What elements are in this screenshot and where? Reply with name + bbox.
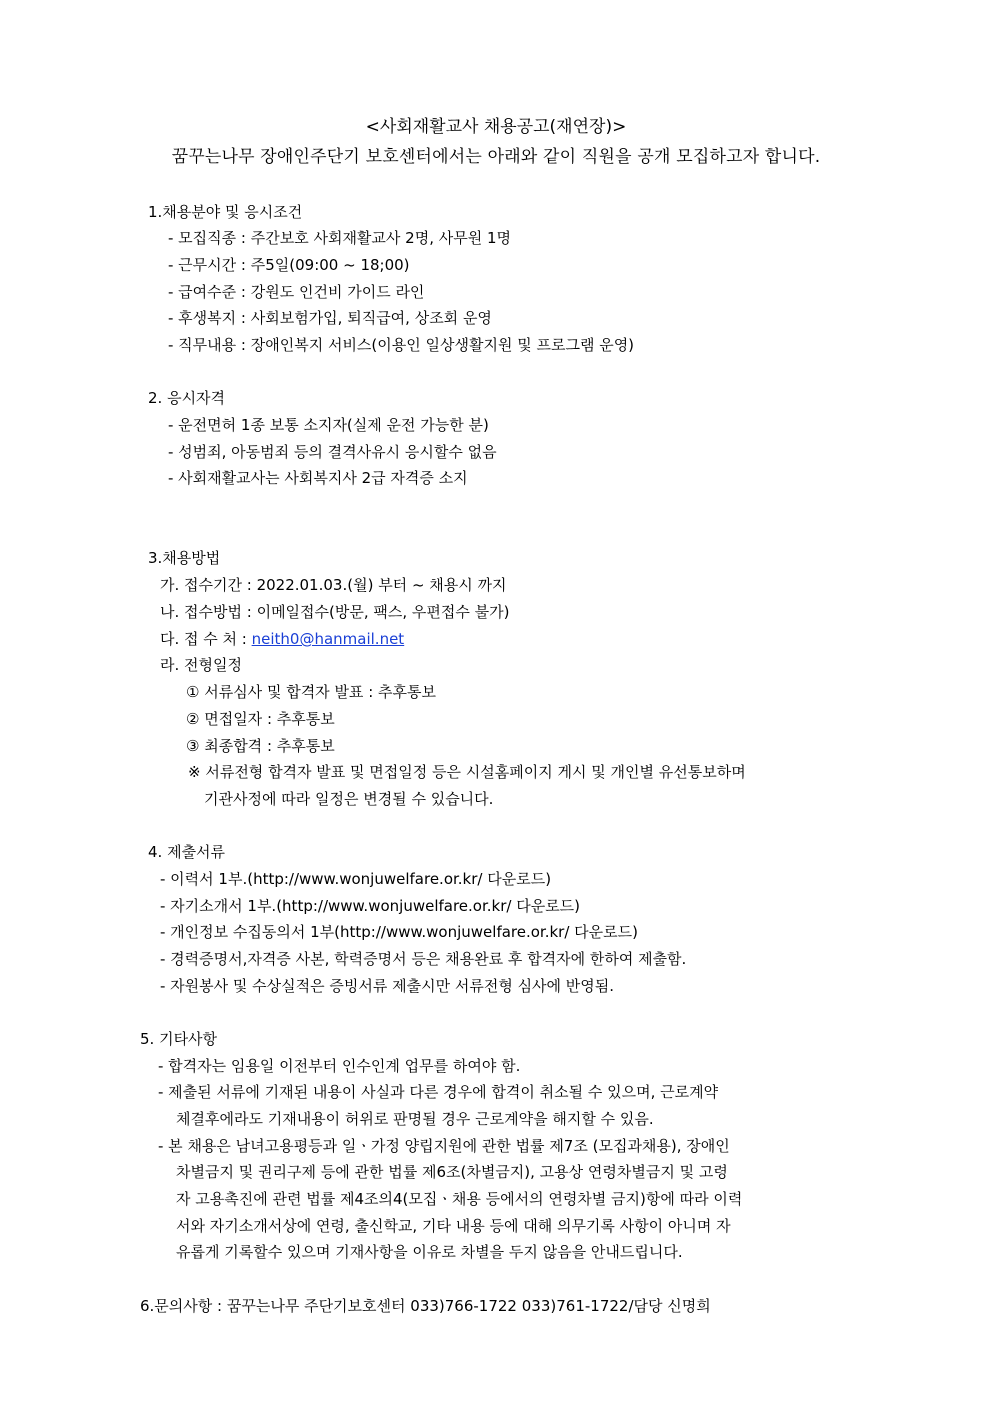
section5-line: 체결후에라도 기재내용이 허위로 판명될 경우 근로계약을 해지할 수 있음. bbox=[176, 1110, 654, 1128]
section5-line: 자 고용촉진에 관련 법률 제4조의4(모집ㆍ채용 등에서의 연령차별 금지)항에 따라 이력 bbox=[176, 1190, 743, 1208]
section4-item: - 경력증명서,자격증 사본, 학력증명서 등은 채용완료 후 합격자에 한하여 제출함. bbox=[160, 950, 687, 968]
section1-item: - 급여수준 : 강원도 인건비 가이드 라인 bbox=[168, 283, 425, 301]
application-period: 가. 접수기간 : 2022.01.03.(월) 부터 ~ 채용시 까지 bbox=[160, 576, 507, 594]
section1-item: - 모집직종 : 주간보호 사회재활교사 2명, 사무원 1명 bbox=[168, 229, 512, 247]
application-method: 나. 접수방법 : 이메일접수(방문, 팩스, 우편접수 불가) bbox=[160, 603, 510, 621]
section2-heading: 2. 응시자격 bbox=[148, 389, 226, 407]
section2-item: - 운전면허 1종 보통 소지자(실제 운전 가능한 분) bbox=[168, 416, 489, 434]
section5-line: 서와 자기소개서상에 연령, 출신학교, 기타 내용 등에 대해 의무기록 사항이 아니며 자 bbox=[176, 1217, 731, 1235]
schedule-note: ※ 서류전형 합격자 발표 및 면접일정 등은 시설홈페이지 게시 및 개인별 유선통보하며 bbox=[188, 763, 746, 781]
schedule-item: ③ 최종합격 : 추후통보 bbox=[186, 737, 335, 755]
section1-item: - 후생복지 : 사회보험가입, 퇴직급여, 상조회 운영 bbox=[168, 309, 492, 327]
section5-line: 차별금지 및 권리구제 등에 관한 법률 제6조(차별금지), 고용상 연령차별금지 및 고령 bbox=[176, 1163, 728, 1181]
section4-heading: 4. 제출서류 bbox=[148, 843, 226, 861]
section1-item: - 근무시간 : 주5일(09:00 ~ 18;00) bbox=[168, 256, 410, 274]
section3-heading: 3.채용방법 bbox=[148, 549, 221, 567]
email-link[interactable]: neith0@hanmail.net bbox=[251, 630, 405, 648]
schedule-label: 라. 전형일정 bbox=[160, 656, 242, 674]
section5-heading: 5. 기타사항 bbox=[140, 1030, 218, 1048]
section5-line: 유롭게 기록할수 있으며 기재사항을 이유로 차별을 두지 않음을 안내드립니다. bbox=[176, 1243, 683, 1261]
destination-label: 다. 접 수 처 : bbox=[160, 630, 252, 648]
application-destination bbox=[160, 629, 404, 649]
section4-item: - 자기소개서 1부.(http://www.wonjuwelfare.or.kr/ 다운로드) bbox=[160, 897, 581, 915]
section5-line: - 합격자는 임용일 이전부터 인수인계 업무를 하여야 함. bbox=[158, 1057, 521, 1075]
section2-item: - 성범죄, 아동범죄 등의 결격사유시 응시할수 없음 bbox=[168, 443, 497, 461]
page-title: <사회재활교사 채용공고(재연장)> bbox=[365, 117, 627, 137]
intro-text: 꿈꾸는나무 장애인주단기 보호센터에서는 아래와 같이 직원을 공개 모집하고자 합니다. bbox=[171, 147, 821, 167]
schedule-item: ② 면접일자 : 추후통보 bbox=[186, 710, 335, 728]
section4-item: - 이력서 1부.(http://www.wonjuwelfare.or.kr/ 다운로드) bbox=[160, 870, 552, 888]
section2-item: - 사회재활교사는 사회복지사 2급 자격증 소지 bbox=[168, 469, 468, 487]
section4-item: - 개인정보 수집동의서 1부(http://www.wonjuwelfare.or.kr/ 다운로드) bbox=[160, 923, 638, 941]
contact-info: 6.문의사항 : 꿈꾸는나무 주단기보호센터 033)766-1722 033)761-1722/담당 신명희 bbox=[140, 1297, 711, 1315]
section1-heading: 1.채용분야 및 응시조건 bbox=[148, 203, 303, 221]
section4-item: - 자원봉사 및 수상실적은 증빙서류 제출시만 서류전형 심사에 반영됨. bbox=[160, 977, 615, 995]
section5-line: - 본 채용은 남녀고용평등과 일ㆍ가정 양립지원에 관한 법률 제7조 (모집과채용), 장애인 bbox=[158, 1137, 730, 1155]
schedule-note-cont: 기관사정에 따라 일정은 변경될 수 있습니다. bbox=[204, 790, 494, 808]
section5-line: - 제출된 서류에 기재된 내용이 사실과 다른 경우에 합격이 취소될 수 있으며, 근로계약 bbox=[158, 1083, 719, 1101]
schedule-item: ① 서류심사 및 합격자 발표 : 추후통보 bbox=[186, 683, 436, 701]
section1-item: - 직무내용 : 장애인복지 서비스(이용인 일상생활지원 및 프로그램 운영) bbox=[168, 336, 635, 354]
